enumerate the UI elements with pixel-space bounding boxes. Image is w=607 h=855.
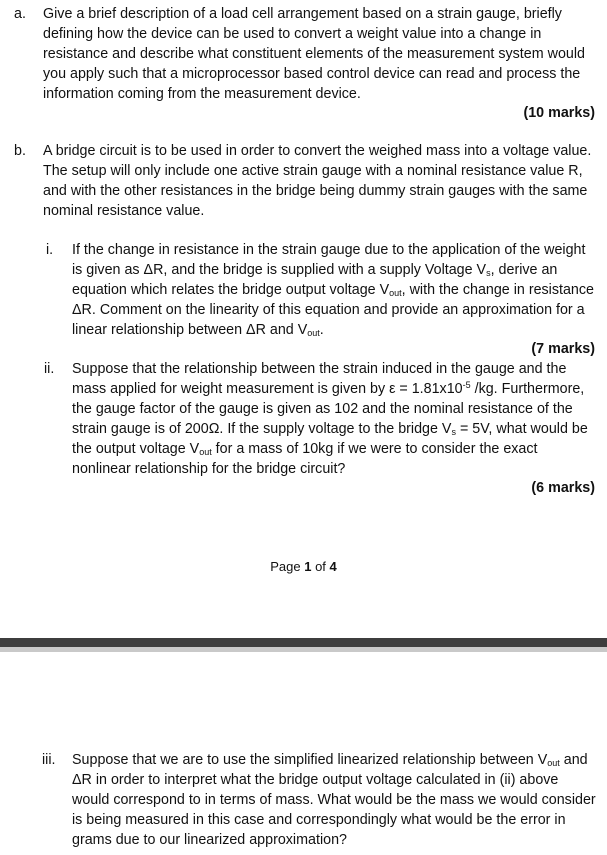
question-b-iii-label: iii. xyxy=(42,752,56,768)
page-footer: Page 1 of 4 xyxy=(270,559,337,574)
question-b-label: b. xyxy=(14,143,26,159)
question-b-i-label: i. xyxy=(46,242,54,258)
question-b-text: A bridge circuit is to be used in order to convert the weighed mass into a voltage value. The setup will only include one active strain gauge with a nominal resistance value R, and with the other resistances in the bridge being dummy strain gauges with the same nominal resistance value. xyxy=(43,143,592,219)
question-a-label: a. xyxy=(14,6,26,22)
page-2 xyxy=(0,652,607,855)
question-b-ii-text: Suppose that the relationship between the strain induced in the gauge and the mass applied for weight measurement is given by $\varepsilon = 1.81x10^{-5}$ /kg. Furthermore, the gauge factor of the gauge is given as 102 and the nominal resistance of the strain gauge is of 200Ω. If the supply voltage to the bridge $V_s = 5V$, what would be the output voltage $V_{out}$ for a mass of 10kg if we were to consider the exact nonlinear relationship for the bridge circuit? xyxy=(72,361,588,477)
question-b-i-marks: (7 marks) xyxy=(531,341,595,357)
question-b-ii-label: ii. xyxy=(44,361,55,377)
question-a-text: Give a brief description of a load cell arrangement based on a strain gauge, briefly defining how the device can be used to convert a weight value into a change in resistance and describe what constituent elements of the measurement system would you apply such that a microprocessor based control device can read and process the information coming from the measurement device. xyxy=(43,6,585,102)
question-b-i-text: If the change in resistance in the strain gauge due to the application of the weight is given as ΔR, and the bridge is supplied with a supply Voltage $V_s$, derive an equation which relates the bridge output voltage $V_{out}$, with the change in resistance ΔR. Comment on the linearity of this equation and provide an approximation for a linear relationship between ΔR and $V_{out}$. xyxy=(72,242,594,338)
page-separator xyxy=(0,638,607,647)
question-b-ii-marks: (6 marks) xyxy=(531,480,595,496)
question-b-iii-text: Suppose that we are to use the simplified linearized relationship between $V_{out}$ and ΔR in order to interpret what the bridge output voltage calculated in (ii) above would correspond to in terms of mass. What would be the mass we would consider is being measured in this case and correspondingly what would be the error in grams due to our linearized approximation? xyxy=(72,752,596,848)
question-a-marks: (10 marks) xyxy=(523,105,595,121)
